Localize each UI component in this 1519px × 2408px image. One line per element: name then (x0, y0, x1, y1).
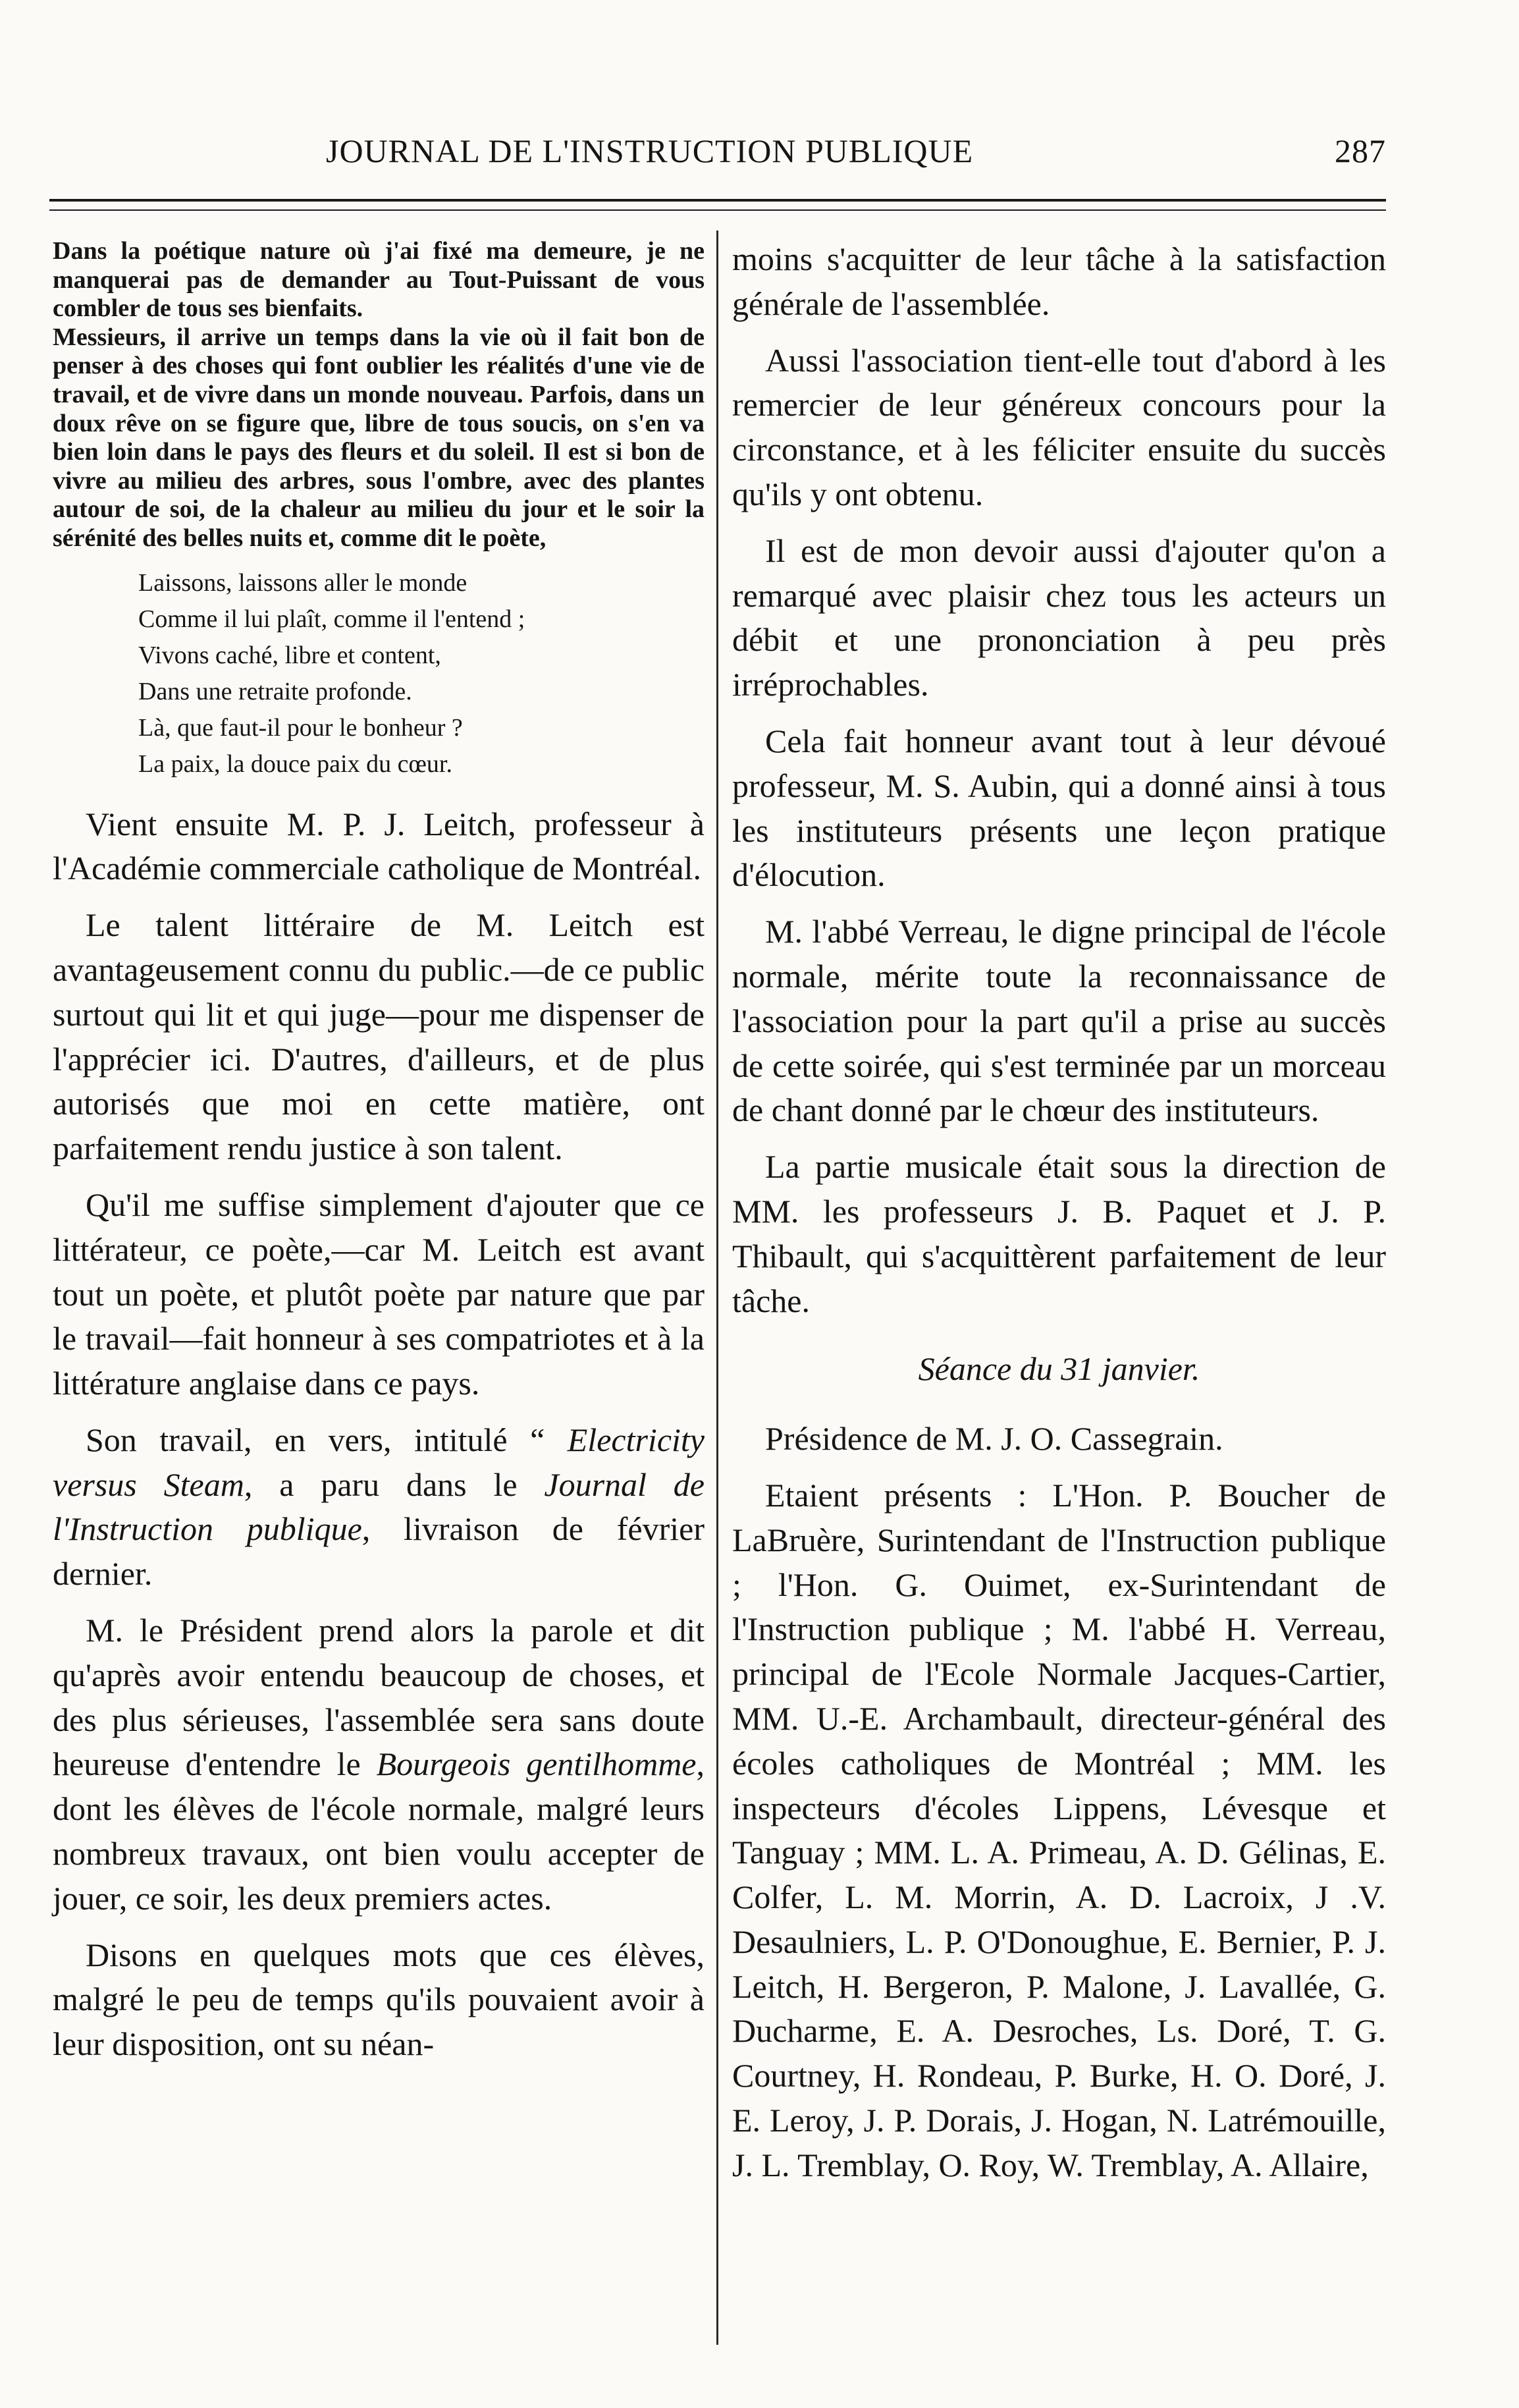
body-paragraph: M. le Président prend alors la parole et dit qu'après avoir entendu beaucoup de choses, et des plus sérieuses, l'assemblée sera sans doute heureuse d'entendre le Bourgeois gentilhomme, dont les élèves de l'école normale, malgré leurs nombreux travaux, ont bien voulu accepter de jouer, ce soir, les deux premiers actes. (53, 1612, 705, 1917)
body-paragraph: Le talent littéraire de M. Leitch est avantageusement connu du public.—de ce public surtout qui lit et qui juge—pour me dispenser de l'apprécier ici. D'autres, d'ailleurs, et de plus autorisés que moi en cette matière, ont parfaitement rendu justice à son talent. (53, 906, 705, 1167)
speech-paragraph: Messieurs, il arrive un temps dans la vie où il fait bon de penser à des choses qui font oublier les réalités d'une vie de travail, et de vivre dans un monde nouveau. Parfois, dans un doux rêve on se figure que, libre de tous soucis, on s'en va bien loin dans le pays des fleurs et du soleil. Il est si bon de vivre au milieu des arbres, sous l'ombre, avec des plantes autour de soi, de la chaleur au milieu du jour et le soir la sérénité des belles nuits et, comme dit le poète, (53, 323, 705, 552)
play-title: Bourgeois gentilhomme (376, 1745, 697, 1783)
section-heading: Séance du 31 janvier. (918, 1350, 1200, 1388)
page-number: 287 (1335, 132, 1386, 169)
poem-line: Dans une retraite profonde. (138, 677, 412, 705)
quoted-speech (53, 237, 705, 553)
poem-line: Vivons caché, libre et content, (138, 641, 441, 669)
right-body (732, 237, 1386, 2188)
poem-line: Là, que faut-il pour le bonheur ? (138, 713, 463, 742)
right-column (732, 237, 1386, 2188)
presidence-line: Présidence de M. J. O. Cassegrain. (765, 1420, 1223, 1458)
left-column (53, 237, 705, 2067)
body-paragraph: Cela fait honneur avant tout à leur dévoué professeur, M. S. Aubin, qui a donné ainsi à tous les instituteurs présents une leçon pratique d'élocution. (732, 722, 1386, 894)
poem-line: Comme il lui plaît, comme il l'entend ; (138, 605, 525, 633)
page-header (49, 132, 1386, 178)
body-paragraph: Disons en quelques mots que ces élèves, malgré le peu de temps qu'ils pouvaient avoir à leur disposition, ont su néan- (53, 1936, 705, 2063)
body-paragraph: Son travail, en vers, intitulé “ Electricity versus Steam, a paru dans le Journal de l'Instruction publique, livraison de février dernier. (53, 1421, 705, 1593)
work-title: Electricity versus Steam (53, 1421, 705, 1503)
header-rule-thick (49, 199, 1386, 202)
poem-line: Laissons, laissons aller le monde (138, 568, 467, 597)
body-paragraph: Qu'il me suffise simplement d'ajouter que ce littérateur, ce poète,—car M. Leitch est avant tout un poète, et plutôt poète par nature que par le travail—fait honneur à ses compatriotes et à la littérature anglaise dans ce pays. (53, 1186, 705, 1402)
continued-text: moins s'acquitter de leur tâche à la satisfaction générale de l'assemblée. (732, 240, 1386, 322)
header-rule-thin (49, 209, 1386, 211)
poem-line: La paix, la douce paix du cœur. (138, 750, 452, 778)
body-paragraph: M. l'abbé Verreau, le digne principal de l'école normale, mérite toute la reconnaissance de l'association pour la part qu'il a prise au succès de cette soirée, qui s'est terminée par un morceau de chant donné par le chœur des instituteurs. (732, 913, 1386, 1129)
body-paragraph: La partie musicale était sous la direction de MM. les professeurs J. B. Paquet et J. P. Thibault, qui s'acquittèrent parfaitement de leur tâche. (732, 1148, 1386, 1319)
body-paragraph: Il est de mon devoir aussi d'ajouter qu'on a remarqué avec plaisir chez tous les acteurs un débit et une prononciation à peu près irréprochables. (732, 532, 1386, 703)
attendees-paragraph: Etaient présents : L'Hon. P. Boucher de LaBruère, Surintendant de l'Instruction publique ; l'Hon. G. Ouimet, ex-Surintendant de l'Instruction publique ; M. l'abbé H. Verreau, principal de l'Ecole Normale Jacques-Cartier, MM. U.-E. Archambault, directeur-général des écoles catholiques de Montréal ; MM. les inspecteurs d'écoles Lippens, Lévesque et Tanguay ; MM. L. A. Primeau, A. D. Gélinas, E. Colfer, L. M. Morrin, A. D. Lacroix, J .V. Desaulniers, L. P. O'Donoughue, E. Bernier, P. J. Leitch, H. Bergeron, P. Malone, J. Lavallée, G. Ducharme, E. A. Desroches, Ls. Doré, T. G. Courtney, H. Rondeau, P. Burke, H. O. Doré, J. E. Leroy, J. P. Dorais, J. Hogan, N. Latrémouille, J. L. Tremblay, O. Roy, W. Tremblay, A. Allaire, (732, 1476, 1386, 2183)
body-paragraph: Aussi l'association tient-elle tout d'abord à les remercier de leur généreux concours pour la circonstance, et à les féliciter ensuite du succès qu'ils y ont obtenu. (732, 341, 1386, 512)
journal-name: Journal de l'Instruction publique (53, 1465, 705, 1548)
poem-stanza (53, 565, 705, 782)
body-paragraph: Vient ensuite M. P. J. Leitch, professeur à l'Académie commerciale catholique de Montréal. (53, 805, 705, 887)
speech-paragraph: Dans la poétique nature où j'ai fixé ma demeure, je ne manquerai pas de demander au Tout-Puissant de vous combler de tous ses bienfaits. (53, 237, 705, 323)
column-divider (716, 231, 718, 2345)
left-body (53, 802, 705, 2067)
journal-title: JOURNAL DE L'INSTRUCTION PUBLIQUE (326, 132, 974, 169)
